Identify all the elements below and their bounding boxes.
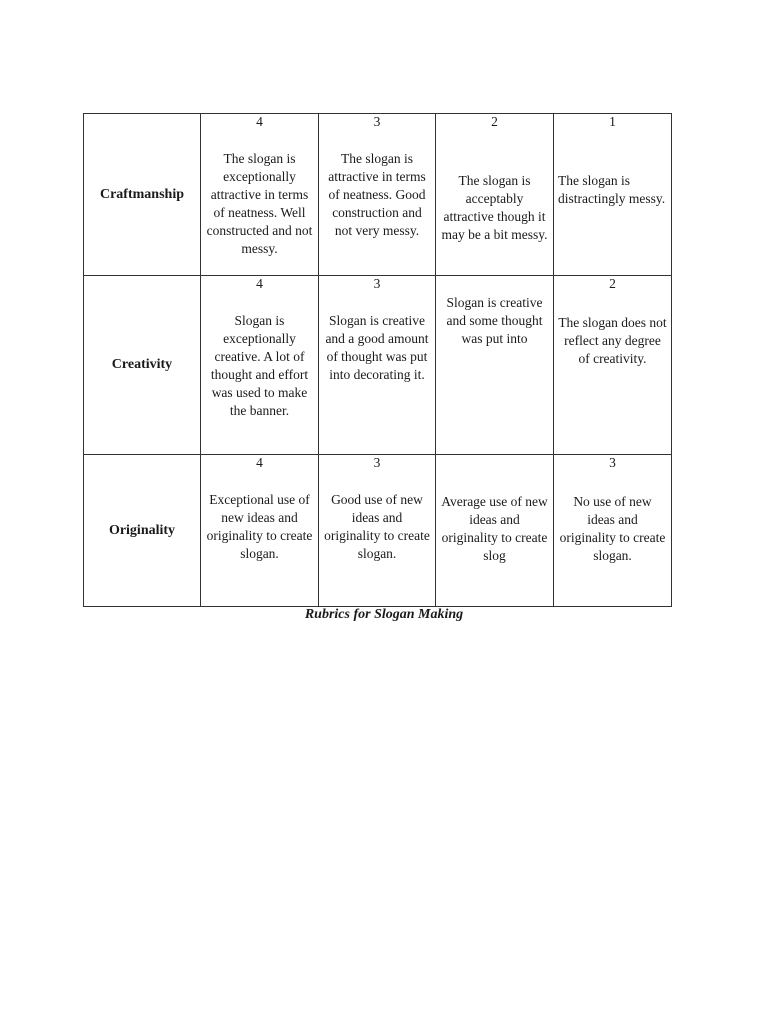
- criterion-craftmanship: Craftmanship: [84, 114, 201, 276]
- score-label: 3: [373, 276, 381, 291]
- score-label: 2: [491, 114, 498, 129]
- rubric-cell: [319, 276, 436, 455]
- score-label: 4: [256, 114, 263, 129]
- table-row-originality: [84, 455, 672, 607]
- criterion-creativity: Creativity: [84, 276, 201, 455]
- table-row-craftmanship: [84, 114, 672, 276]
- rubric-cell: [554, 276, 672, 455]
- score-label: 3: [609, 455, 616, 470]
- rubric-cell: [201, 455, 319, 607]
- rubric-cell: [201, 114, 319, 276]
- criterion-originality: Originality: [84, 455, 201, 607]
- rubric-table: [83, 113, 672, 607]
- cell-description: The slogan is distractingly messy.: [558, 173, 666, 206]
- cell-description: The slogan is attractive in terms of neatness. Good construction and not very messy.: [328, 151, 426, 238]
- cell-description: Good use of new ideas and originality to create slogan.: [324, 492, 430, 561]
- cell-description: Slogan is creative and some thought was put into: [446, 295, 543, 346]
- cell-description: Slogan is exceptionally creative. A lot of thought and effort was used to make the banner.: [210, 313, 309, 418]
- rubric-cell: [319, 455, 436, 607]
- cell-description: Exceptional use of new ideas and originality to create slogan.: [206, 492, 313, 561]
- cell-description: Average use of new ideas and originality to create slog: [441, 494, 548, 563]
- score-label: 4: [256, 276, 263, 291]
- table-caption: Rubrics for Slogan Making: [304, 607, 464, 622]
- cell-description: Slogan is creative and a good amount of thought was put into decorating it.: [325, 313, 429, 382]
- score-label: 1: [609, 114, 616, 129]
- score-label: 4: [256, 455, 263, 470]
- rubric-cell: [319, 114, 436, 276]
- rubric-cell: [554, 114, 672, 276]
- cell-description: The slogan is acceptably attractive though it may be a bit messy.: [441, 173, 548, 242]
- score-label: 3: [373, 114, 381, 129]
- rubric-cell: [436, 455, 554, 607]
- rubric-cell: [554, 455, 672, 607]
- rubric-cell: [436, 114, 554, 276]
- cell-description: No use of new ideas and originality to create slogan.: [559, 494, 666, 563]
- cell-description: The slogan is exceptionally attractive in terms of neatness. Well constructed and not messy.: [206, 151, 313, 256]
- score-label: 3: [373, 455, 381, 470]
- score-label: 2: [609, 276, 616, 291]
- table-row-creativity: [84, 276, 672, 455]
- cell-description: The slogan does not reflect any degree of creativity.: [558, 315, 667, 366]
- rubric-cell: [436, 276, 554, 455]
- rubric-cell: [201, 276, 319, 455]
